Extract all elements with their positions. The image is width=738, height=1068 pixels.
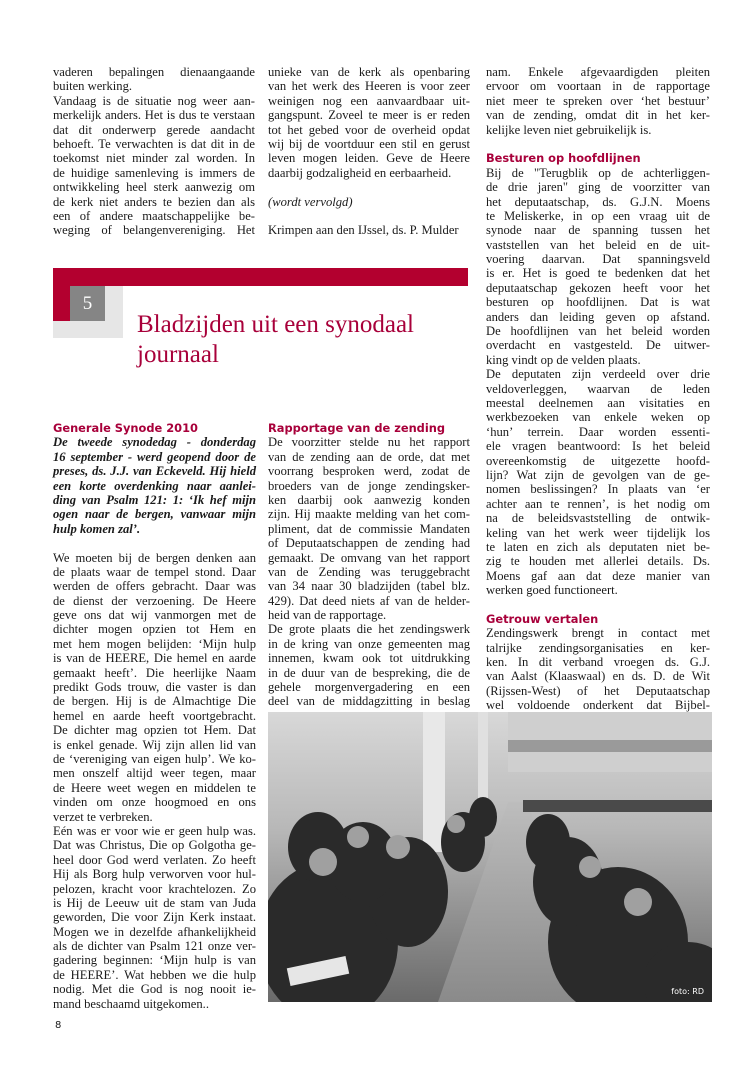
column-2-top-text (268, 65, 470, 238)
text-line: dat dit onderwerp gerede aandacht (53, 122, 255, 137)
text-line: voorrang besproken werd, zodat de (268, 464, 470, 479)
text-line: na de beleidsvaststelling de ontwik- (486, 511, 710, 526)
text-line: (wordt vervolgd) (268, 194, 353, 209)
text-line: deel van de middagzitting in beslag (268, 694, 470, 709)
text-line: Krimpen aan den IJssel, ds. P. Mulder (268, 223, 459, 238)
text-line: ogen naar de bergen, vanwaar mijn (53, 507, 256, 522)
text-line: een of andere maatschappelijke be- (53, 208, 255, 223)
text-line: de Heere weet wegen en middelen te (53, 780, 256, 795)
text-line: verzet te verbreken. (53, 809, 153, 824)
paragraph (486, 367, 710, 597)
text-line: wel voldoende onderkent dat Bijbel- (486, 698, 710, 713)
text-line: is Hij de Leeuw uit de stam van Juda (53, 895, 256, 910)
text-line: is van de HEERE, Die hemel en aarde (53, 651, 256, 666)
title-line: journaal (137, 341, 219, 368)
column-1-bottom-text (53, 421, 256, 1011)
column-1-top-text (53, 65, 255, 238)
paragraph (486, 65, 710, 137)
text-line: werken goed functioneert. (486, 583, 618, 598)
text-line: met hem mogen belijden: ‘Mijn hulp (53, 636, 256, 651)
column-2-bottom-text (268, 421, 470, 709)
text-line: Mogen we in dezelfde afhankelijkheid (53, 924, 256, 939)
text-line: meestal deelnemen aan visitaties en (486, 395, 710, 410)
paragraph-gap (486, 137, 710, 151)
paragraph (486, 166, 710, 367)
text-line: van de zending aan de orde, dat met (268, 449, 470, 464)
text-line: 429). Dat deed niets af van de helder- (268, 593, 470, 608)
text-line: de dienst der verzoening. De Heere (53, 593, 256, 608)
text-line: de HEERE’. Wat hebben we die hulp (53, 967, 256, 982)
photo-image (268, 712, 712, 1002)
text-line: de huidige samenleving is immers de (53, 165, 255, 180)
text-line: De voorzitter stelde nu het rapport (268, 435, 470, 450)
text-line: Moens gaf aan dat deze manier van (486, 568, 710, 583)
red-corner-bar (53, 286, 70, 321)
text-line: anders dan leiding geven op afstand. (486, 309, 710, 324)
text-line: talrijke zendingsorganisaties en ker- (486, 640, 710, 655)
text-line: van Aalst (Klaaswaal) en ds. D. de Wit (486, 669, 710, 684)
synod-meeting-photo (268, 712, 712, 1002)
text-line: Getrouw vertalen (486, 611, 599, 626)
text-line: weinigen nog een aanvaardbaar uit- (268, 93, 470, 108)
text-line: van 34 naar 30 bladzijden (tabel blz. (268, 579, 470, 594)
paragraph-gap (268, 209, 470, 223)
text-line: Zendingswerk brengt in contact met (486, 626, 710, 641)
text-line: besturen op hoofdlijnen. Dat is wat (486, 295, 710, 310)
text-line: zijn. Hij maakte melding van het com- (268, 507, 470, 522)
text-line: wij bij de voortduur een stil en gerust (268, 136, 470, 151)
text-line: tot het gebed voor de overheid opdat (268, 122, 470, 137)
text-line: king vindt op de velden plaats. (486, 352, 641, 367)
text-line: heid van de rapportage. (268, 608, 387, 623)
text-line: de ‘vereniging van eigen hulp’. We ko- (53, 751, 256, 766)
text-line: de bergen. Hij is de Almachtige Die (53, 694, 256, 709)
text-line: ken. In dit verband vroegen ds. G.J. (486, 655, 710, 670)
text-line: unieke van de kerk als openbaring (268, 65, 470, 79)
text-line: 16 september - werd geopend door de (53, 449, 256, 464)
text-line: deputaatschap gekozen heeft voor het (486, 280, 710, 295)
text-line: nomen beslissingen? In plaats van ‘er (486, 482, 710, 497)
text-line: het deputaatschap, ds. G.J.N. Moens (486, 194, 710, 209)
text-line: broeders van de jonge zendingsker- (268, 478, 470, 493)
paragraph-gap (268, 180, 470, 194)
paragraph (53, 94, 255, 238)
paragraph (268, 435, 470, 622)
text-line: Generale Synode 2010 (53, 421, 198, 435)
text-line: Vandaag is de situatie nog weer aan- (53, 93, 255, 108)
intro-paragraph (53, 435, 256, 536)
text-line: een korte overdenking naar aanlei- (53, 478, 256, 493)
text-line: (Rijssen-West) of het Deputaatschap (486, 683, 710, 698)
text-line: men onszelf altijd weer tegen, maar (53, 766, 256, 781)
text-line: predikt Gods trouw, die vaster is dan (53, 680, 256, 695)
text-line: is er. Het is goed te bedenken dat het (486, 266, 710, 281)
paragraph (53, 65, 255, 94)
text-line: Bij de "Terugblik op de achterliggen- (486, 165, 710, 180)
text-line: geworden, Die voor Zijn Kerk instaat. (53, 910, 256, 925)
text-line: de plaats waar de tempel stond. Daar (53, 564, 256, 579)
text-line: synode naar de spanning tussen het (486, 223, 710, 238)
title-line: Bladzijden uit een synodaal (137, 311, 415, 338)
text-line: hemel en aarde heeft voortgebracht. (53, 708, 256, 723)
text-line: heel door God werd verlaten. Zo heeft (53, 852, 256, 867)
section-heading (268, 421, 470, 435)
text-line: De grote plaats die het zendingswerk (268, 622, 470, 637)
text-line: Rapportage van de zending (268, 421, 445, 435)
text-line: geve ons dat wij vanmorgen met de (53, 608, 256, 623)
text-line: de kerk niet anders te bezien dan als (53, 194, 255, 209)
text-line: ontwikkeling heel sterk aanwezig om (53, 180, 255, 195)
text-line: van de Zending was teruggebracht (268, 564, 470, 579)
paragraph (53, 551, 256, 824)
text-line: lijn? Wat zijn de gevolgen van de ge- (486, 467, 710, 482)
text-line: van het werk des Heeren is voor zeer (268, 79, 470, 94)
text-line: werden de offers gebracht. Daar was (53, 579, 256, 594)
text-line: daarbij godzaligheid en eerbaarheid. (268, 165, 452, 180)
section-heading (486, 612, 710, 626)
text-line: vaststellen van het beleid en de uit- (486, 237, 710, 252)
text-line: Eén was er voor wie er geen hulp was. (53, 823, 256, 838)
text-line: zig te houden met allerlei details. Ds. (486, 554, 710, 569)
page-number: 8 (55, 1020, 62, 1031)
text-line: De dichter mag opzien tot Hem. Dat (53, 723, 256, 738)
text-line: te Meliskerke, in op een vraag uit de (486, 208, 710, 223)
text-line: De deputaten zijn verdeeld over drie (486, 367, 710, 382)
paragraph-gap (486, 597, 710, 611)
text-line: gehele morgenvergadering en een (268, 680, 470, 695)
text-line: overeenkomstig de uitgezette hoofd- (486, 453, 710, 468)
text-line: in de kring van onze gemeenten mag (268, 636, 470, 651)
text-line: preses, ds. J.J. van Eckeveld. Hij hield (53, 464, 256, 479)
text-line: mand beschaamd uitgekomen.. (53, 996, 209, 1011)
section-heading (486, 151, 710, 165)
text-line: nam. Enkele afgevaardigden pleiten (486, 65, 710, 79)
paragraph (268, 65, 470, 180)
text-line: overdacht en vastgesteld. De uitwer- (486, 338, 710, 353)
text-line: dichter mogen opzien tot Hem en (53, 622, 256, 637)
text-line: pliment, dat de commissie Mandaten (268, 521, 470, 536)
paragraph-gap (53, 536, 256, 550)
text-line: te laten en zich als deputaten niet be- (486, 539, 710, 554)
paragraph (268, 622, 470, 708)
text-line: Besturen op hoofdlijnen (486, 151, 641, 166)
article-title (137, 310, 467, 370)
text-line: is enkel genade. Wij zijn allen lid van (53, 737, 256, 752)
paragraph (486, 626, 710, 712)
section-heading (53, 421, 256, 435)
text-line: leven mogen leiden. Geve de Heere (268, 151, 470, 166)
text-line: pelozen, kracht voor krachtelozen. Zo (53, 881, 256, 896)
text-line: gemaakt heeft’. Die heerlijke Naam (53, 665, 256, 680)
text-line: werkbezoeken van enkele weken op (486, 410, 710, 425)
paragraph (268, 223, 470, 237)
text-line: niet meer te spreken over ‘het bestuur’ (486, 93, 710, 108)
text-line: ken daarbij ook aanwezig konden (268, 492, 470, 507)
text-line: We moeten bij de bergen denken aan (53, 550, 256, 565)
text-line: ele vragen beantwoord: Is het beleid (486, 439, 710, 454)
text-line: behoeft. Te verwachten is dat dit in de (53, 136, 255, 151)
text-line: toekomst niet minder zal worden. In (53, 151, 255, 166)
text-line: keling van het werk weer tijdelijk los (486, 525, 710, 540)
column-3-text (486, 65, 710, 713)
text-line: of Deputaatschappen de zending had (268, 536, 470, 551)
text-line: weging of belangenvereniging. Het (53, 223, 255, 238)
text-line: gangspunt. Zoveel te meer is er reden (268, 108, 470, 123)
text-line: als de dichter van Psalm 121 onze ver- (53, 939, 256, 954)
text-line: kelijke leven niet gebruikelijk is. (486, 122, 652, 137)
text-line: ‘hun’ terrein. Daar worden essenti- (486, 424, 710, 439)
text-line: buiten werking. (53, 79, 133, 94)
paragraph (53, 824, 256, 1011)
text-line: achter aan te rennen’, is het nodig om (486, 496, 710, 511)
text-line: Dat was Christus, Die op Golgotha ge- (53, 838, 256, 853)
text-line: hulp komen zal’. (53, 521, 141, 536)
text-line: veldoverleggen, waarvan de leden (486, 381, 710, 396)
text-line: gemaakt. De omvang van het rapport (268, 550, 470, 565)
text-line: nodig. Met die God is nog nooit ie- (53, 982, 256, 997)
text-line: van de zending, omdat dit in het ker- (486, 108, 710, 123)
text-line: De tweede synodedag - donderdag (53, 435, 256, 450)
text-line: gadering beginnen: ‘Mijn hulp is van (53, 953, 256, 968)
red-header-bar (53, 268, 468, 286)
text-line: merkelijk anders. Het is dus te verstaan (53, 108, 255, 123)
section-number: 5 (70, 286, 105, 321)
text-line: ervoor om voortaan in de rapportage (486, 79, 710, 94)
text-line: de drie jaren" ging de voorzitter van (486, 180, 710, 195)
text-line: vinden om onze hoogmoed en ons (53, 795, 256, 810)
text-line: voering daarvan. Dat spanningsveld (486, 252, 710, 267)
text-line: innemen, kwam ook tot uitdrukking (268, 651, 470, 666)
photo-credit: foto: RD (671, 987, 704, 996)
text-line: in de duur van de bespreking, die de (268, 665, 470, 680)
text-line: De hoofdlijnen van het beleid worden (486, 324, 710, 339)
paragraph (268, 195, 470, 209)
text-line: Hij als Borg hulp verworven voor hul- (53, 867, 256, 882)
text-line: ding van Psalm 121: 1: ‘Ik hef mijn (53, 492, 256, 507)
text-line: vaderen bepalingen dienaangaande (53, 65, 255, 79)
